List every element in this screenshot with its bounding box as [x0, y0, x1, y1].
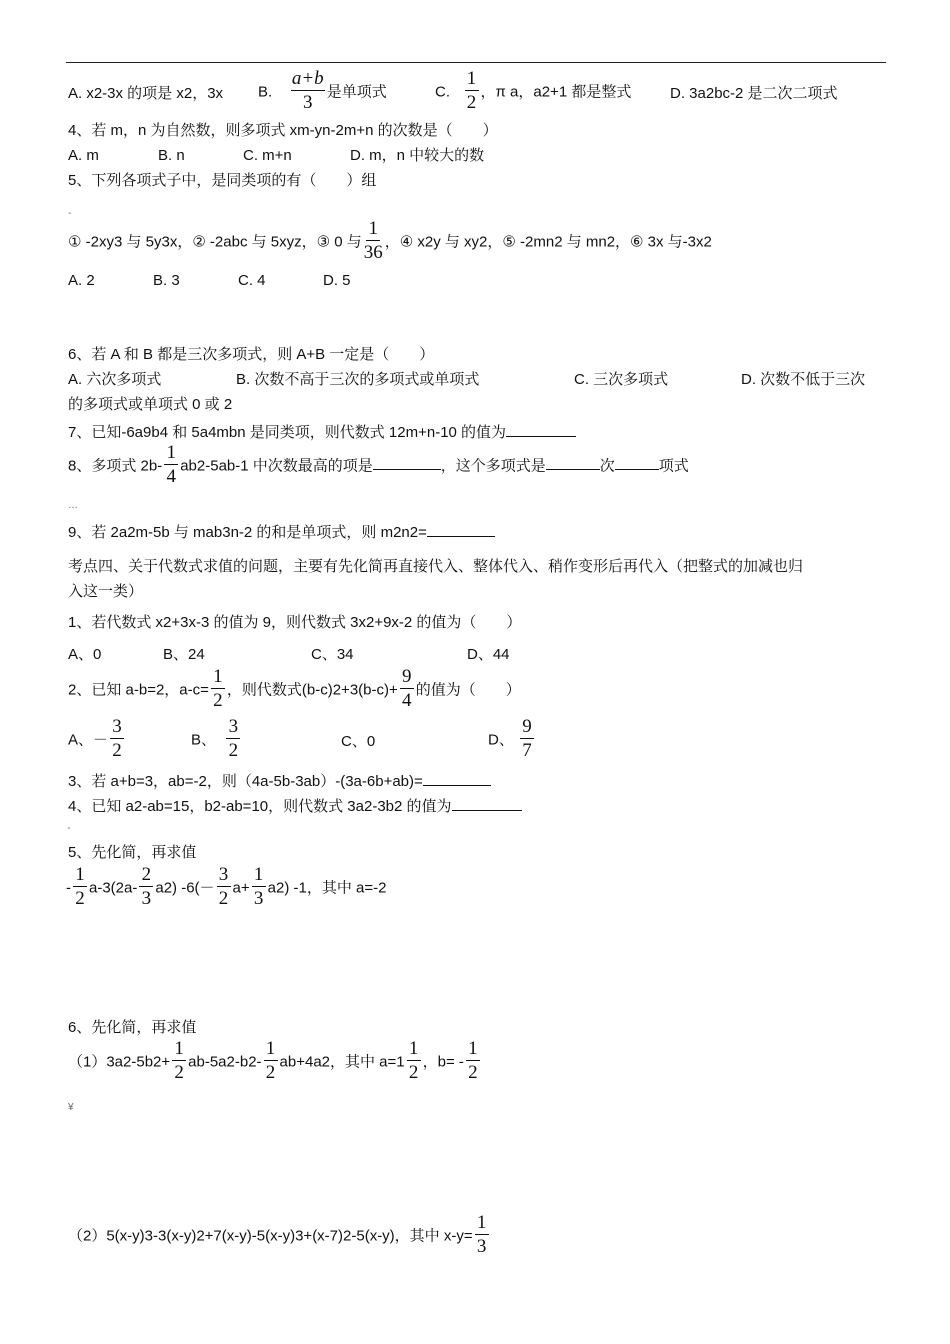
s6-l1-p2: ab-5a2-b2-	[188, 1053, 262, 1071]
q6-option-b: B. 次数不高于三次的多项式或单项式	[236, 371, 480, 388]
q8-line	[68, 444, 689, 489]
s6-l1-f1-denominator: 2	[174, 1062, 184, 1083]
s2-f1-numerator: 1	[211, 666, 225, 689]
q3-c-label: C.	[435, 83, 450, 101]
s6-l2-pre: （2）5(x-y)3-3(x-y)2+7(x-y)-5(x-y)3+(x-7)2-5(x-y)，其中 x-y=	[68, 1227, 473, 1245]
s5-stem: 5、先化简，再求值	[68, 844, 197, 861]
s2-pre: 2、已知 a-b=2，a-c=	[68, 681, 209, 699]
q8-fraction	[164, 442, 178, 487]
s6-stem: 6、先化简，再求值	[68, 1019, 197, 1036]
s6-l1-f2-denominator: 2	[265, 1062, 276, 1083]
q5-stem: 5、下列各项式子中，是同类项的有（ ）组	[68, 172, 377, 189]
q5-option-c: C. 4	[238, 272, 266, 289]
q3-option-d: D. 3a2bc-2 是二次二项式	[670, 85, 838, 102]
s5-p3: a2) -6(－	[155, 879, 215, 897]
s1-stem: 1、若代数式 x2+3x-3 的值为 9，则代数式 3x2+9x-2 的值为（ ）	[68, 614, 522, 631]
s1-option-d: D、44	[467, 646, 510, 663]
s3-stem: 3、若 a+b=3，ab=-2，则（4a-5b-3ab）-(3a-6b+ab)=	[68, 773, 423, 790]
s6-l1-p1: （1）3a2-5b2+	[68, 1053, 171, 1071]
q4-option-b: B. n	[158, 147, 185, 164]
stray-mark: '	[68, 826, 70, 837]
s3-answer-blank[interactable]	[423, 769, 491, 786]
q3-b-label: B.	[258, 83, 273, 101]
q6-stem: 6、若 A 和 B 都是三次多项式，则 A+B 一定是（ ）	[68, 346, 435, 363]
s5-fraction-3	[217, 864, 231, 909]
s5-p5: a2) -1，其中 a=-2	[267, 879, 387, 897]
s5-p1: -	[66, 879, 71, 897]
s6-l1-fraction-1	[172, 1038, 186, 1083]
s6-l1-f3-denominator: 2	[408, 1062, 419, 1083]
s4-stem: 4、已知 a2-ab=15，b2-ab=10，则代数式 3a2-3b2 的值为	[68, 798, 452, 815]
s5-f4-numerator: 1	[252, 864, 266, 887]
s5-fraction-4	[252, 864, 266, 909]
s6-l2-numerator: 1	[475, 1212, 489, 1235]
section4-heading-line1: 考点四、关于代数式求值的问题，主要有先化简再直接代入、整体代入、稍作变形后再代入（把整式的加减也归	[68, 558, 804, 575]
s2-d-fraction	[520, 716, 534, 761]
q9-line	[68, 520, 495, 543]
q6-option-d: D. 次数不低于三次	[741, 371, 866, 388]
q8-numerator: 1	[164, 442, 178, 465]
s5-expression	[66, 866, 386, 911]
s2-option-a	[68, 718, 126, 763]
q3-b-denominator: 3	[303, 92, 313, 113]
q8-ci: 次	[599, 457, 615, 475]
stray-mark: -	[68, 208, 72, 219]
q8-pre: 8、多项式 2b-	[68, 457, 163, 475]
s6-l1-f4-numerator: 1	[466, 1038, 480, 1061]
stray-mark: …	[68, 500, 78, 511]
q5-items-pre: ① -2xy3 与 5y3x，② -2abc 与 5xyz，③ 0 与	[68, 233, 362, 251]
q4-stem: 4、若 m，n 为自然数，则多项式 xm-yn-2m+n 的次数是（ ）	[68, 122, 498, 139]
q8-degree-blank[interactable]	[546, 453, 600, 470]
s2-option-b	[191, 718, 242, 763]
q3-b-text: 是单项式	[326, 83, 387, 101]
s5-f1-denominator: 2	[75, 888, 85, 909]
s5-f4-denominator: 3	[253, 888, 264, 909]
s2-d-denominator: 7	[522, 740, 532, 761]
section4-heading-line2: 入这一类）	[68, 583, 144, 600]
q5-fraction	[364, 218, 383, 263]
s5-f1-numerator: 1	[73, 864, 87, 887]
stray-mark: ¥	[68, 1102, 74, 1113]
q5-option-d: D. 5	[323, 272, 351, 289]
s3-line	[68, 769, 491, 792]
s5-f3-denominator: 2	[218, 888, 229, 909]
s5-fraction-1	[73, 864, 87, 909]
s6-part2	[68, 1214, 491, 1259]
q5-option-b: B. 3	[153, 272, 180, 289]
q7-stem: 7、已知-6a9b4 和 5a4mbn 是同类项，则代数式 12m+n-10 的值为	[68, 424, 507, 441]
s2-d-numerator: 9	[520, 716, 534, 739]
s2-b-fraction	[226, 716, 240, 761]
q5-option-a: A. 2	[68, 272, 95, 289]
q4-option-d: D. m，n 中较大的数	[350, 147, 485, 164]
q3-c-denominator: 2	[466, 92, 477, 113]
s2-b-numerator: 3	[226, 716, 240, 739]
s6-l1-f3-numerator: 1	[407, 1038, 421, 1061]
q8-mid: ab2-5ab-1 中次数最高的项是	[180, 457, 373, 475]
s6-l1-f4-denominator: 2	[468, 1062, 478, 1083]
s2-d-label: D、	[488, 731, 514, 749]
q8-xiang: 项式	[658, 457, 689, 475]
s2-b-label: B、	[191, 731, 217, 749]
s1-option-a: A、0	[68, 646, 102, 663]
q5-items-post: ，④ x2y 与 xy2，⑤ -2mn2 与 mn2，⑥ 3x 与-3x2	[384, 233, 712, 251]
q5-denominator: 36	[363, 242, 383, 263]
q3-c-text: ，π a，a2+1 都是整式	[480, 83, 632, 101]
s6-l1-f1-numerator: 1	[172, 1038, 186, 1061]
s2-a-denominator: 2	[112, 740, 122, 761]
s2-post: 的值为（ ）	[415, 681, 521, 699]
q9-stem: 9、若 2a2m-5b 与 mab3n-2 的和是单项式，则 m2n2=	[68, 524, 427, 541]
s2-f2-denominator: 4	[402, 690, 412, 711]
q3-option-b	[258, 70, 387, 115]
q7-answer-blank[interactable]	[506, 420, 576, 437]
s6-l2-fraction	[475, 1212, 489, 1257]
s2-fraction-2	[400, 666, 414, 711]
s2-a-numerator: 3	[110, 716, 124, 739]
s2-a-label: A、－	[68, 731, 109, 749]
q4-option-c: C. m+n	[243, 147, 292, 164]
q8-terms-blank[interactable]	[615, 453, 659, 470]
s2-a-fraction	[110, 716, 124, 761]
s2-option-c: C、0	[341, 733, 376, 750]
s6-l1-fraction-2	[264, 1038, 278, 1083]
q3-c-fraction	[465, 68, 479, 113]
s1-option-b: B、24	[163, 646, 205, 663]
s6-l2-denominator: 3	[476, 1236, 487, 1257]
q3-c-numerator: 1	[465, 68, 479, 91]
q5-numerator: 1	[366, 218, 380, 241]
q3-option-a: A. x2-3x 的项是 x2，3x	[68, 85, 224, 102]
s2-stem	[68, 668, 521, 713]
q6-option-d-cont: 的多项式或单项式 0 或 2	[68, 396, 233, 413]
s5-f2-denominator: 3	[141, 888, 152, 909]
s6-l1-f2-numerator: 1	[264, 1038, 278, 1061]
q7-line	[68, 420, 576, 443]
s6-l1-p3: ab+4a2，其中 a=1	[279, 1053, 405, 1071]
s2-b-denominator: 2	[228, 740, 239, 761]
s2-fraction-1	[211, 666, 225, 711]
q3-option-c	[435, 70, 631, 115]
s5-f3-numerator: 3	[217, 864, 231, 887]
s6-part1	[68, 1040, 482, 1085]
s5-fraction-2	[139, 864, 153, 909]
q6-option-c: C. 三次多项式	[574, 371, 669, 388]
s2-option-d	[488, 718, 536, 763]
s2-mid: ，则代数式(b-c)2+3(b-c)+	[226, 681, 398, 699]
s1-option-c: C、34	[311, 646, 354, 663]
q4-option-a: A. m	[68, 147, 99, 164]
s5-p4: a+	[232, 879, 250, 897]
s4-answer-blank[interactable]	[452, 794, 522, 811]
s6-l1-fraction-4	[466, 1038, 480, 1083]
q9-answer-blank[interactable]	[427, 520, 495, 537]
q6-option-a: A. 六次多项式	[68, 371, 162, 388]
s5-f2-numerator: 2	[139, 864, 153, 887]
q3-b-numerator: a+b	[291, 68, 324, 89]
s6-l1-fraction-3	[407, 1038, 421, 1083]
s2-f1-denominator: 2	[213, 690, 223, 711]
s2-f2-numerator: 9	[400, 666, 414, 689]
q8-highest-term-blank[interactable]	[373, 453, 441, 470]
q5-items	[68, 220, 712, 265]
top-rule	[66, 62, 886, 63]
s5-p2: a-3(2a-	[89, 879, 138, 897]
s6-l1-p4: ，b= -	[422, 1053, 464, 1071]
q8-mid2: ，这个多项式是	[440, 457, 546, 475]
q3-b-fraction	[291, 68, 325, 113]
s4-line	[68, 794, 522, 817]
q8-denominator: 4	[166, 466, 176, 487]
